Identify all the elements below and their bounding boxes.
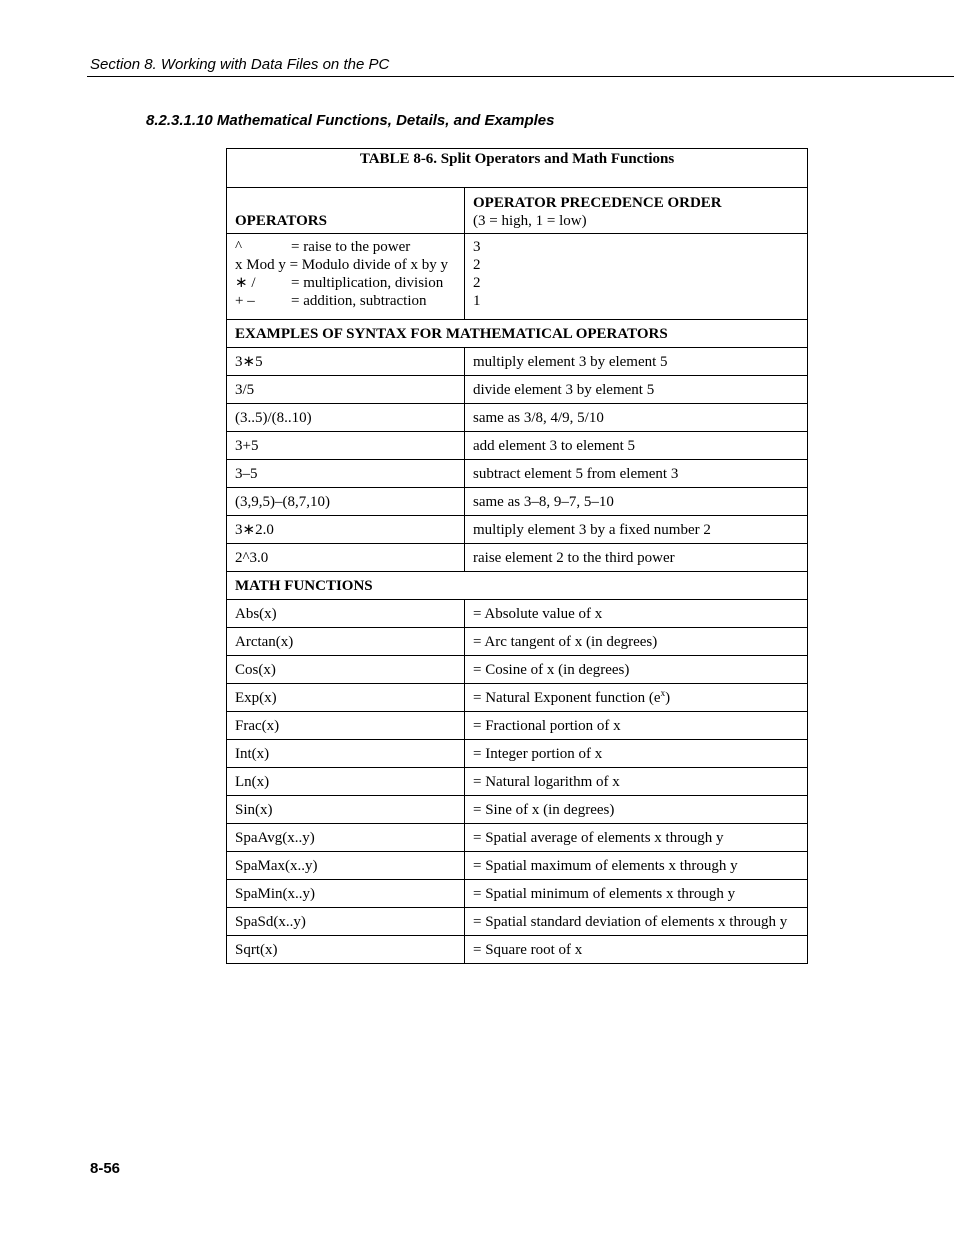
- example-meaning: same as 3/8, 4/9, 5/10: [465, 404, 808, 432]
- function-name: Ln(x): [227, 768, 465, 796]
- function-name: Abs(x): [227, 600, 465, 628]
- example-meaning: multiply element 3 by element 5: [465, 348, 808, 376]
- example-meaning: add element 3 to element 5: [465, 432, 808, 460]
- example-row: [227, 404, 808, 432]
- function-desc: = Spatial maximum of elements x through y: [465, 852, 808, 880]
- operator-desc: = multiplication, division: [291, 275, 444, 291]
- operator-symbol: ^: [235, 239, 243, 255]
- operator-line: [235, 292, 456, 310]
- function-row: [227, 908, 808, 936]
- functions-rows: [227, 600, 808, 964]
- function-row: [227, 768, 808, 796]
- example-row: [227, 544, 808, 572]
- function-row: [227, 684, 808, 712]
- function-desc: = Square root of x: [465, 936, 808, 964]
- function-desc: = Arc tangent of x (in degrees): [465, 628, 808, 656]
- function-desc: = Cosine of x (in degrees): [465, 656, 808, 684]
- function-row: [227, 740, 808, 768]
- example-row: [227, 488, 808, 516]
- function-name: SpaMax(x..y): [227, 852, 465, 880]
- precedence-value: 3: [473, 239, 481, 255]
- function-name: SpaSd(x..y): [227, 908, 465, 936]
- function-row: [227, 936, 808, 964]
- operators-list: [227, 234, 465, 320]
- operator-symbol: ∗ /: [235, 275, 256, 291]
- function-row: [227, 656, 808, 684]
- function-name: SpaAvg(x..y): [227, 824, 465, 852]
- function-desc-end: ): [665, 689, 671, 706]
- example-syntax: (3,9,5)–(8,7,10): [227, 488, 465, 516]
- function-desc: = Natural logarithm of x: [465, 768, 808, 796]
- example-syntax: 3–5: [227, 460, 465, 488]
- example-syntax: (3..5)/(8..10): [227, 404, 465, 432]
- function-desc-superscript: x: [660, 687, 666, 698]
- example-syntax: 3∗5: [227, 348, 465, 376]
- example-meaning: subtract element 5 from element 3: [465, 460, 808, 488]
- function-row: [227, 628, 808, 656]
- function-name: Sin(x): [227, 796, 465, 824]
- function-name: Cos(x): [227, 656, 465, 684]
- section-title: 8.2.3.1.10 Mathematical Functions, Details, and Examples: [146, 112, 555, 129]
- precedence-value: 1: [473, 293, 481, 309]
- operator-desc: = addition, subtraction: [291, 293, 427, 309]
- function-desc-text: = Natural Exponent function (e: [473, 689, 661, 706]
- example-meaning: raise element 2 to the third power: [465, 544, 808, 572]
- function-desc: = Sine of x (in degrees): [465, 796, 808, 824]
- operator-desc: = Modulo divide of x by y: [289, 257, 449, 273]
- function-name: Arctan(x): [227, 628, 465, 656]
- functions-heading: MATH FUNCTIONS: [227, 572, 808, 600]
- operator-symbol: x Mod y: [235, 257, 286, 273]
- precedence-value: 2: [473, 275, 481, 291]
- examples-heading: EXAMPLES OF SYNTAX FOR MATHEMATICAL OPERATORS: [227, 320, 808, 348]
- example-row: [227, 516, 808, 544]
- function-name: Sqrt(x): [227, 936, 465, 964]
- function-row: [227, 824, 808, 852]
- example-meaning: multiply element 3 by a fixed number 2: [465, 516, 808, 544]
- function-row: [227, 880, 808, 908]
- operator-line: [235, 256, 456, 274]
- function-desc: = Spatial standard deviation of elements x through y: [465, 908, 808, 936]
- precedence-list: [465, 234, 808, 320]
- operator-desc: = raise to the power: [291, 239, 411, 255]
- example-row: [227, 348, 808, 376]
- example-row: [227, 460, 808, 488]
- header-rule: [87, 76, 954, 77]
- example-meaning: divide element 3 by element 5: [465, 376, 808, 404]
- example-row: [227, 376, 808, 404]
- example-meaning: same as 3–8, 9–7, 5–10: [465, 488, 808, 516]
- precedence-header-title: OPERATOR PRECEDENCE ORDER: [473, 195, 722, 211]
- precedence-header: [465, 188, 808, 234]
- table-caption: TABLE 8-6. Split Operators and Math Functions: [227, 149, 808, 188]
- function-desc: [465, 684, 808, 712]
- function-desc: = Absolute value of x: [465, 600, 808, 628]
- example-syntax: 3∗2.0: [227, 516, 465, 544]
- function-row: [227, 600, 808, 628]
- page-number: 8-56: [90, 1160, 121, 1177]
- example-row: [227, 432, 808, 460]
- function-desc: = Spatial average of elements x through y: [465, 824, 808, 852]
- function-name: Frac(x): [227, 712, 465, 740]
- function-name: SpaMin(x..y): [227, 880, 465, 908]
- function-name: Exp(x): [227, 684, 465, 712]
- function-desc: = Spatial minimum of elements x through y: [465, 880, 808, 908]
- example-syntax: 3+5: [227, 432, 465, 460]
- function-name: Int(x): [227, 740, 465, 768]
- function-row: [227, 796, 808, 824]
- function-row: [227, 852, 808, 880]
- function-row: [227, 712, 808, 740]
- operator-line: [235, 274, 456, 292]
- operator-line: [235, 238, 456, 256]
- function-desc: = Integer portion of x: [465, 740, 808, 768]
- operators-header: OPERATORS: [227, 188, 465, 234]
- examples-rows: [227, 348, 808, 572]
- precedence-value: 2: [473, 257, 481, 273]
- split-operators-table: [226, 148, 808, 964]
- running-header: Section 8. Working with Data Files on the PC: [90, 56, 390, 73]
- operator-symbol: + –: [235, 293, 255, 309]
- function-desc: = Fractional portion of x: [465, 712, 808, 740]
- example-syntax: 3/5: [227, 376, 465, 404]
- precedence-header-note: (3 = high, 1 = low): [473, 213, 587, 229]
- example-syntax: 2^3.0: [227, 544, 465, 572]
